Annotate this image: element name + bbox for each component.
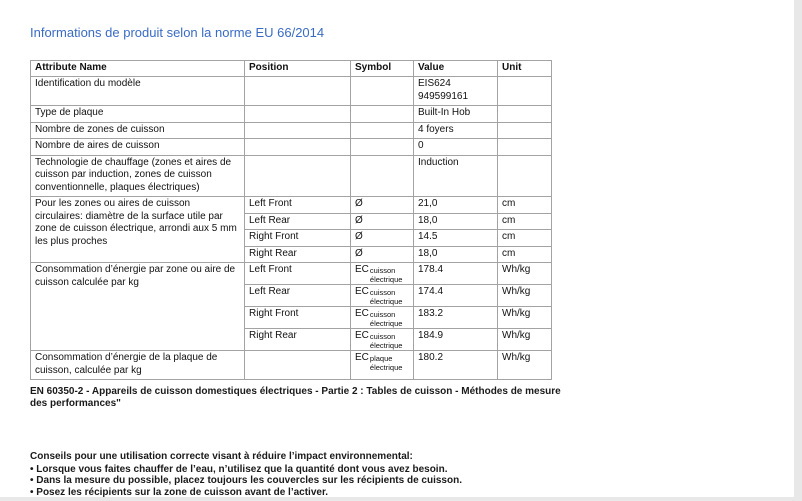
tip-item: • Posez les récipients sur la zone de cuisson avant de l’activer.	[30, 486, 329, 497]
unit-cell	[498, 155, 552, 197]
attribute-cell: Pour les zones ou aires de cuisson circulaires: diamètre de la surface utile par zone de cuisson électrique, arrondi aux 5 mm les plus proches	[31, 197, 245, 263]
symbol-cell	[351, 106, 414, 123]
value-cell: 0	[414, 139, 498, 156]
value-cell: 183.2	[414, 307, 498, 329]
symbol-subscript: plaque électrique	[369, 354, 403, 373]
value-cell: EIS624 949599161	[414, 77, 498, 106]
unit-cell: cm	[498, 246, 552, 263]
symbol-cell	[351, 155, 414, 197]
column-header: Value	[414, 60, 498, 77]
unit-cell: cm	[498, 197, 552, 214]
value-cell: 4 foyers	[414, 122, 498, 139]
symbol-main: EC	[355, 264, 369, 276]
attribute-cell: Technologie de chauffage (zones et aires de cuisson par induction, zones de cuisson conventionnelle, plaques électriques)	[31, 155, 245, 197]
symbol-main: EC	[355, 330, 369, 342]
tip-item: • Dans la mesure du possible, placez toujours les couvercles sur les récipients de cuisson.	[30, 475, 462, 487]
position-cell	[245, 351, 351, 380]
value-cell: 18,0	[414, 213, 498, 230]
value-cell: 21,0	[414, 197, 498, 214]
value-cell: 18,0	[414, 246, 498, 263]
symbol-cell	[351, 263, 414, 285]
symbol-main: EC	[355, 286, 369, 298]
attribute-cell: Type de plaque	[31, 106, 245, 123]
unit-cell: Wh/kg	[498, 307, 552, 329]
attribute-cell: Nombre de aires de cuisson	[31, 139, 245, 156]
symbol-cell	[351, 77, 414, 106]
position-cell: Right Front	[245, 230, 351, 247]
column-header: Symbol	[351, 60, 414, 77]
symbol-cell	[351, 139, 414, 156]
unit-cell: cm	[498, 213, 552, 230]
unit-cell	[498, 77, 552, 106]
table-row	[31, 77, 552, 106]
position-cell: Right Front	[245, 307, 351, 329]
position-cell	[245, 139, 351, 156]
table-row	[31, 263, 552, 285]
unit-cell: Wh/kg	[498, 285, 552, 307]
tips-title: Conseils pour une utilisation correcte visant à réduire l’impact environnemental:	[30, 451, 413, 463]
position-cell	[245, 106, 351, 123]
position-cell: Left Rear	[245, 213, 351, 230]
symbol-cell	[351, 197, 414, 214]
symbol-main: Ø	[355, 198, 363, 210]
position-cell: Right Rear	[245, 246, 351, 263]
symbol-main: EC	[355, 308, 369, 320]
table-row	[31, 106, 552, 123]
unit-cell	[498, 106, 552, 123]
standard-footnote: EN 60350-2 - Appareils de cuisson domestiques électriques - Partie 2 : Tables de cuisson - Méthodes de mesure des performances"	[30, 386, 561, 409]
symbol-subscript: cuisson électrique	[369, 288, 403, 307]
attribute-cell: Consommation d’énergie de la plaque de cuisson, calculée par kg	[31, 351, 245, 380]
page-content	[0, 26, 794, 497]
symbol-cell	[351, 213, 414, 230]
unit-cell: Wh/kg	[498, 351, 552, 380]
value-cell: Built-In Hob	[414, 106, 498, 123]
position-cell: Left Rear	[245, 285, 351, 307]
symbol-cell	[351, 329, 414, 351]
symbol-main: EC	[355, 352, 369, 364]
symbol-cell	[351, 285, 414, 307]
position-cell	[245, 77, 351, 106]
value-cell: 14.5	[414, 230, 498, 247]
column-header: Position	[245, 60, 351, 77]
value-cell: 184.9	[414, 329, 498, 351]
symbol-cell	[351, 230, 414, 247]
symbol-cell	[351, 351, 414, 380]
symbol-main: Ø	[355, 247, 363, 259]
position-cell	[245, 155, 351, 197]
attribute-cell: Nombre de zones de cuisson	[31, 122, 245, 139]
position-cell: Left Front	[245, 263, 351, 285]
column-header: Unit	[498, 60, 552, 77]
symbol-main: Ø	[355, 214, 363, 226]
symbol-subscript: cuisson électrique	[369, 266, 403, 285]
position-cell: Right Rear	[245, 329, 351, 351]
table-body	[31, 77, 552, 380]
table-row	[31, 122, 552, 139]
value-cell: 174.4	[414, 285, 498, 307]
position-cell	[245, 122, 351, 139]
symbol-subscript: cuisson électrique	[369, 332, 403, 351]
unit-cell	[498, 139, 552, 156]
unit-cell: Wh/kg	[498, 329, 552, 351]
unit-cell: cm	[498, 230, 552, 247]
tip-item: • Lorsque vous faites chauffer de l’eau, n’utilisez que la quantité dont vous avez besoin.	[30, 463, 448, 475]
table-row	[31, 139, 552, 156]
table-header-row	[31, 60, 552, 77]
unit-cell	[498, 122, 552, 139]
symbol-main: Ø	[355, 231, 363, 243]
table-row	[31, 197, 552, 214]
column-header: Attribute Name	[31, 60, 245, 77]
table-row	[31, 155, 552, 197]
attribute-cell: Identification du modèle	[31, 77, 245, 106]
symbol-cell	[351, 122, 414, 139]
value-cell: Induction	[414, 155, 498, 197]
symbol-subscript: cuisson électrique	[369, 310, 403, 329]
page-title: Informations de produit selon la norme EU 66/2014	[30, 25, 325, 40]
symbol-cell	[351, 246, 414, 263]
unit-cell: Wh/kg	[498, 263, 552, 285]
tips-list	[30, 464, 774, 497]
table-row	[31, 351, 552, 380]
attribute-cell: Consommation d’énergie par zone ou aire de cuisson calculée par kg	[31, 263, 245, 351]
symbol-cell	[351, 307, 414, 329]
position-cell: Left Front	[245, 197, 351, 214]
value-cell: 178.4	[414, 263, 498, 285]
value-cell: 180.2	[414, 351, 498, 380]
product-table	[30, 60, 552, 381]
environment-tips	[30, 451, 774, 497]
